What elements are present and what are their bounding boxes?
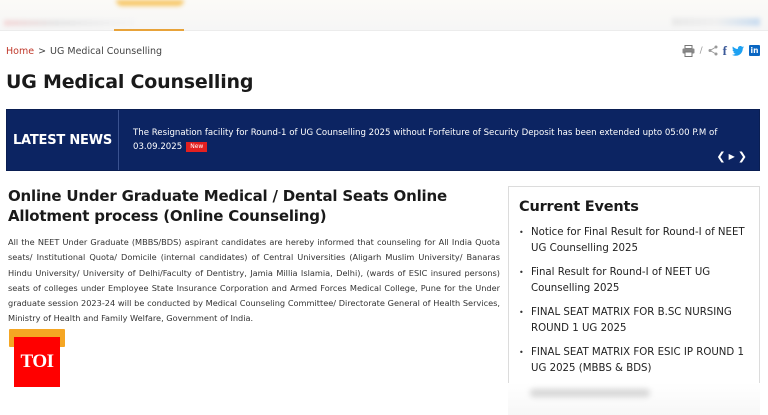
article-body: All the NEET Under Graduate (MBBS/BDS) aspirant candidates are hereby informed that counseling for All India Quota seats/ Institutional Quota/ Domicile (internal candidates) of Central Universities (Aligarh Muslim University/ Banaras Hindu University/ University of Delhi/Faculty of Dentistry, Jamia Millia Islamia, Delhi), (wards of ESIC insured persons) seats of colleges under Employee State Insurance Corporation and Armed Forces Medical College, Pune for the Under graduate session 2023-24 will be conducted by Medical Counseling Committee/ Directorate General of Health Services, Ministry of Health and Family Welfare, Government of India. xyxy=(8,237,500,324)
breadcrumb-current: UG Medical Counselling xyxy=(50,46,163,57)
current-events-panel xyxy=(508,186,760,390)
current-event-item[interactable] xyxy=(519,305,749,337)
linkedin-icon[interactable]: in xyxy=(750,46,759,55)
ticker-prev-icon[interactable]: ❮ xyxy=(716,150,726,163)
latest-news-ticker xyxy=(119,110,759,170)
share-icon[interactable] xyxy=(708,44,718,57)
nav-right-controls-blurred[interactable] xyxy=(672,18,760,26)
nav-items-blurred[interactable] xyxy=(4,20,134,26)
latest-news-item-link[interactable] xyxy=(133,128,717,152)
current-event-item[interactable] xyxy=(519,345,749,377)
breadcrumb-separator: > xyxy=(38,46,47,57)
current-events-title: Current Events xyxy=(519,199,639,215)
current-event-item[interactable] xyxy=(519,265,749,297)
new-badge: New xyxy=(186,142,207,152)
latest-news-text: The Resignation facility for Round-1 of UG Counselling 2025 without Forfeiture of Security Deposit has been extended upto 05:00 P.M of 03.09.2025 xyxy=(133,128,718,152)
top-navigation-bar xyxy=(0,0,768,31)
ticker-controls xyxy=(716,150,747,164)
print-icon[interactable] xyxy=(682,44,695,57)
current-events-overflow-fade xyxy=(508,383,760,415)
twitter-icon[interactable] xyxy=(732,44,744,57)
page-title: UG Medical Counselling xyxy=(6,71,254,93)
breadcrumb-home-link[interactable]: Home xyxy=(6,46,35,57)
nav-active-indicator xyxy=(114,29,184,31)
share-separator: / xyxy=(699,45,703,56)
ticker-next-icon[interactable]: ❯ xyxy=(737,150,747,163)
nav-active-item[interactable] xyxy=(116,0,184,6)
ticker-play-icon[interactable]: ▶ xyxy=(728,152,735,161)
facebook-icon[interactable]: f xyxy=(722,42,727,58)
toi-watermark-logo: TOI xyxy=(14,337,60,387)
share-toolbar xyxy=(682,44,760,57)
current-event-link[interactable]: FINAL SEAT MATRIX FOR B.SC NURSING ROUND 1 UG 2025 xyxy=(531,307,732,334)
current-event-link[interactable]: FINAL SEAT MATRIX FOR ESIC IP ROUND 1 UG 2025 (MBBS & BDS) xyxy=(531,347,744,374)
current-events-list xyxy=(519,225,749,377)
current-event-item[interactable] xyxy=(519,225,749,257)
current-event-link[interactable]: Final Result for Round-I of NEET UG Counselling 2025 xyxy=(531,267,711,294)
breadcrumb xyxy=(6,46,162,57)
current-event-link[interactable]: Notice for Final Result for Round-I of NEET UG Counselling 2025 xyxy=(531,227,745,254)
article-title: Online Under Graduate Medical / Dental Seats Online Allotment process (Online Counseling) xyxy=(8,187,447,225)
latest-news-banner xyxy=(6,109,760,171)
blurred-content xyxy=(530,389,650,397)
latest-news-label: LATEST NEWS xyxy=(7,110,119,170)
